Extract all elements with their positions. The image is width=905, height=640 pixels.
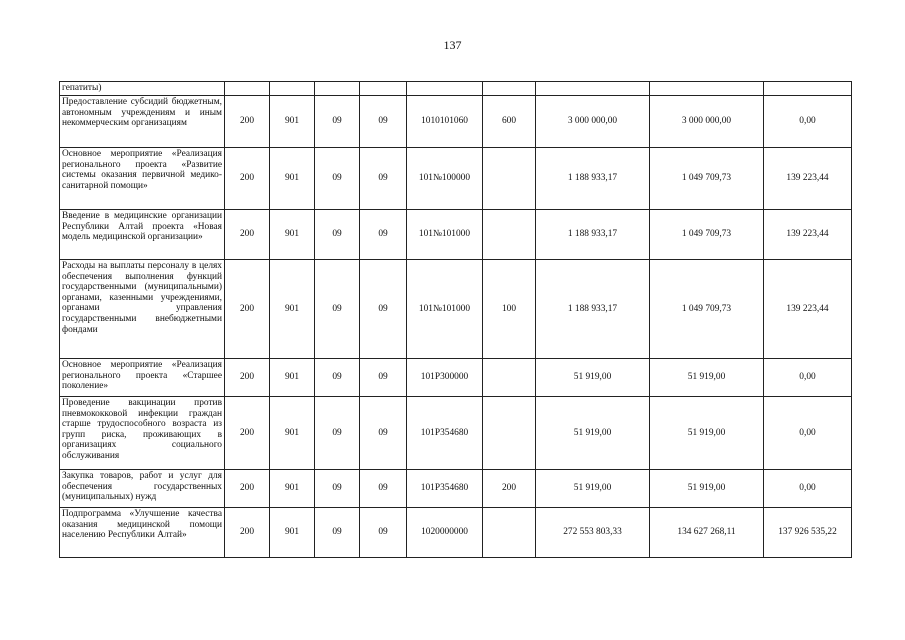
- cell-expense-type: [483, 82, 536, 96]
- table-row: [60, 397, 852, 470]
- cell-code-3: 09: [315, 210, 360, 260]
- row-description: Расходы на выплаты персоналу в целях обеспечения выполнения функций государственными (муниципальными) органами, казенными учреждениями, органами управления государственными внебюджетными фондами: [60, 260, 225, 359]
- cell-amount-3: 0,00: [764, 96, 852, 148]
- cell-amount-total: 1 188 933,17: [536, 148, 650, 210]
- cell-code-1: 200: [225, 359, 270, 397]
- cell-amount-2: 1 049 709,73: [650, 148, 764, 210]
- row-description: Проведение вакцинации против пневмококковой инфекции граждан старше трудоспособного возраста из групп риска, проживающих в организациях социального обслуживания: [60, 397, 225, 470]
- cell-code-2: 901: [270, 148, 315, 210]
- cell-amount-3: 137 926 535,22: [764, 508, 852, 558]
- cell-code-1: [225, 82, 270, 96]
- cell-expense-type: 100: [483, 260, 536, 359]
- cell-amount-2: 51 919,00: [650, 397, 764, 470]
- cell-amount-total: 51 919,00: [536, 470, 650, 508]
- cell-amount-2: 1 049 709,73: [650, 260, 764, 359]
- cell-amount-3: [764, 82, 852, 96]
- cell-expense-type: [483, 359, 536, 397]
- cell-amount-2: 134 627 268,11: [650, 508, 764, 558]
- cell-amount-2: 3 000 000,00: [650, 96, 764, 148]
- cell-target-code: 101P354680: [407, 397, 483, 470]
- cell-expense-type: 200: [483, 470, 536, 508]
- cell-code-3: 09: [315, 148, 360, 210]
- cell-expense-type: [483, 210, 536, 260]
- row-description: Основное мероприятие «Реализация регионального проекта «Старшее поколение»: [60, 359, 225, 397]
- row-description: гепатиты): [60, 82, 225, 96]
- cell-code-2: 901: [270, 359, 315, 397]
- cell-target-code: 101№101000: [407, 210, 483, 260]
- cell-target-code: 101№101000: [407, 260, 483, 359]
- cell-code-4: 09: [360, 397, 407, 470]
- cell-code-2: [270, 82, 315, 96]
- cell-code-1: 200: [225, 508, 270, 558]
- cell-amount-3: 139 223,44: [764, 148, 852, 210]
- cell-code-4: 09: [360, 508, 407, 558]
- cell-code-1: 200: [225, 148, 270, 210]
- budget-table: [59, 81, 852, 558]
- cell-code-2: 901: [270, 508, 315, 558]
- table-row: [60, 210, 852, 260]
- cell-amount-total: 51 919,00: [536, 359, 650, 397]
- cell-code-3: 09: [315, 508, 360, 558]
- table-row: [60, 359, 852, 397]
- row-description: Основное мероприятие «Реализация регионального проекта «Развитие системы оказания первичной медико-санитарной помощи»: [60, 148, 225, 210]
- cell-amount-total: 1 188 933,17: [536, 260, 650, 359]
- cell-code-2: 901: [270, 210, 315, 260]
- cell-amount-2: 1 049 709,73: [650, 210, 764, 260]
- cell-code-3: 09: [315, 359, 360, 397]
- cell-code-3: 09: [315, 397, 360, 470]
- cell-code-3: 09: [315, 260, 360, 359]
- cell-amount-3: 139 223,44: [764, 260, 852, 359]
- cell-code-3: [315, 82, 360, 96]
- cell-expense-type: [483, 148, 536, 210]
- cell-code-3: 09: [315, 96, 360, 148]
- cell-target-code: [407, 82, 483, 96]
- table-row: [60, 96, 852, 148]
- cell-target-code: 101P300000: [407, 359, 483, 397]
- cell-amount-2: [650, 82, 764, 96]
- cell-amount-total: 3 000 000,00: [536, 96, 650, 148]
- cell-expense-type: [483, 508, 536, 558]
- cell-code-2: 901: [270, 96, 315, 148]
- cell-code-4: [360, 82, 407, 96]
- cell-target-code: 101P354680: [407, 470, 483, 508]
- cell-code-1: 200: [225, 260, 270, 359]
- page-number: 137: [443, 38, 462, 52]
- cell-amount-2: 51 919,00: [650, 359, 764, 397]
- cell-code-1: 200: [225, 96, 270, 148]
- cell-amount-3: 0,00: [764, 470, 852, 508]
- table-row: [60, 260, 852, 359]
- cell-amount-3: 139 223,44: [764, 210, 852, 260]
- table-row: [60, 470, 852, 508]
- cell-code-1: 200: [225, 210, 270, 260]
- cell-code-2: 901: [270, 260, 315, 359]
- cell-code-3: 09: [315, 470, 360, 508]
- cell-code-2: 901: [270, 397, 315, 470]
- cell-amount-total: 272 553 803,33: [536, 508, 650, 558]
- table-row: [60, 508, 852, 558]
- cell-target-code: 1010101060: [407, 96, 483, 148]
- cell-target-code: 101№100000: [407, 148, 483, 210]
- cell-amount-3: 0,00: [764, 359, 852, 397]
- table-row: [60, 148, 852, 210]
- cell-amount-3: 0,00: [764, 397, 852, 470]
- cell-code-4: 09: [360, 470, 407, 508]
- cell-code-4: 09: [360, 96, 407, 148]
- cell-code-4: 09: [360, 210, 407, 260]
- row-description: Подпрограмма «Улучшение качества оказания медицинской помощи населению Республики Алтай»: [60, 508, 225, 558]
- cell-code-1: 200: [225, 397, 270, 470]
- cell-amount-total: 1 188 933,17: [536, 210, 650, 260]
- cell-amount-2: 51 919,00: [650, 470, 764, 508]
- cell-code-4: 09: [360, 148, 407, 210]
- cell-amount-total: 51 919,00: [536, 397, 650, 470]
- row-description: Закупка товаров, работ и услуг для обеспечения государственных (муниципальных) нужд: [60, 470, 225, 508]
- cell-amount-total: [536, 82, 650, 96]
- cell-target-code: 1020000000: [407, 508, 483, 558]
- table-row: [60, 82, 852, 96]
- cell-code-4: 09: [360, 359, 407, 397]
- cell-code-4: 09: [360, 260, 407, 359]
- row-description: Введение в медицинские организации Республики Алтай проекта «Новая модель медицинской организации»: [60, 210, 225, 260]
- cell-code-1: 200: [225, 470, 270, 508]
- cell-expense-type: 600: [483, 96, 536, 148]
- row-description: Предоставление субсидий бюджетным, автономным учреждениям и иным некоммерческим организациям: [60, 96, 225, 148]
- cell-expense-type: [483, 397, 536, 470]
- cell-code-2: 901: [270, 470, 315, 508]
